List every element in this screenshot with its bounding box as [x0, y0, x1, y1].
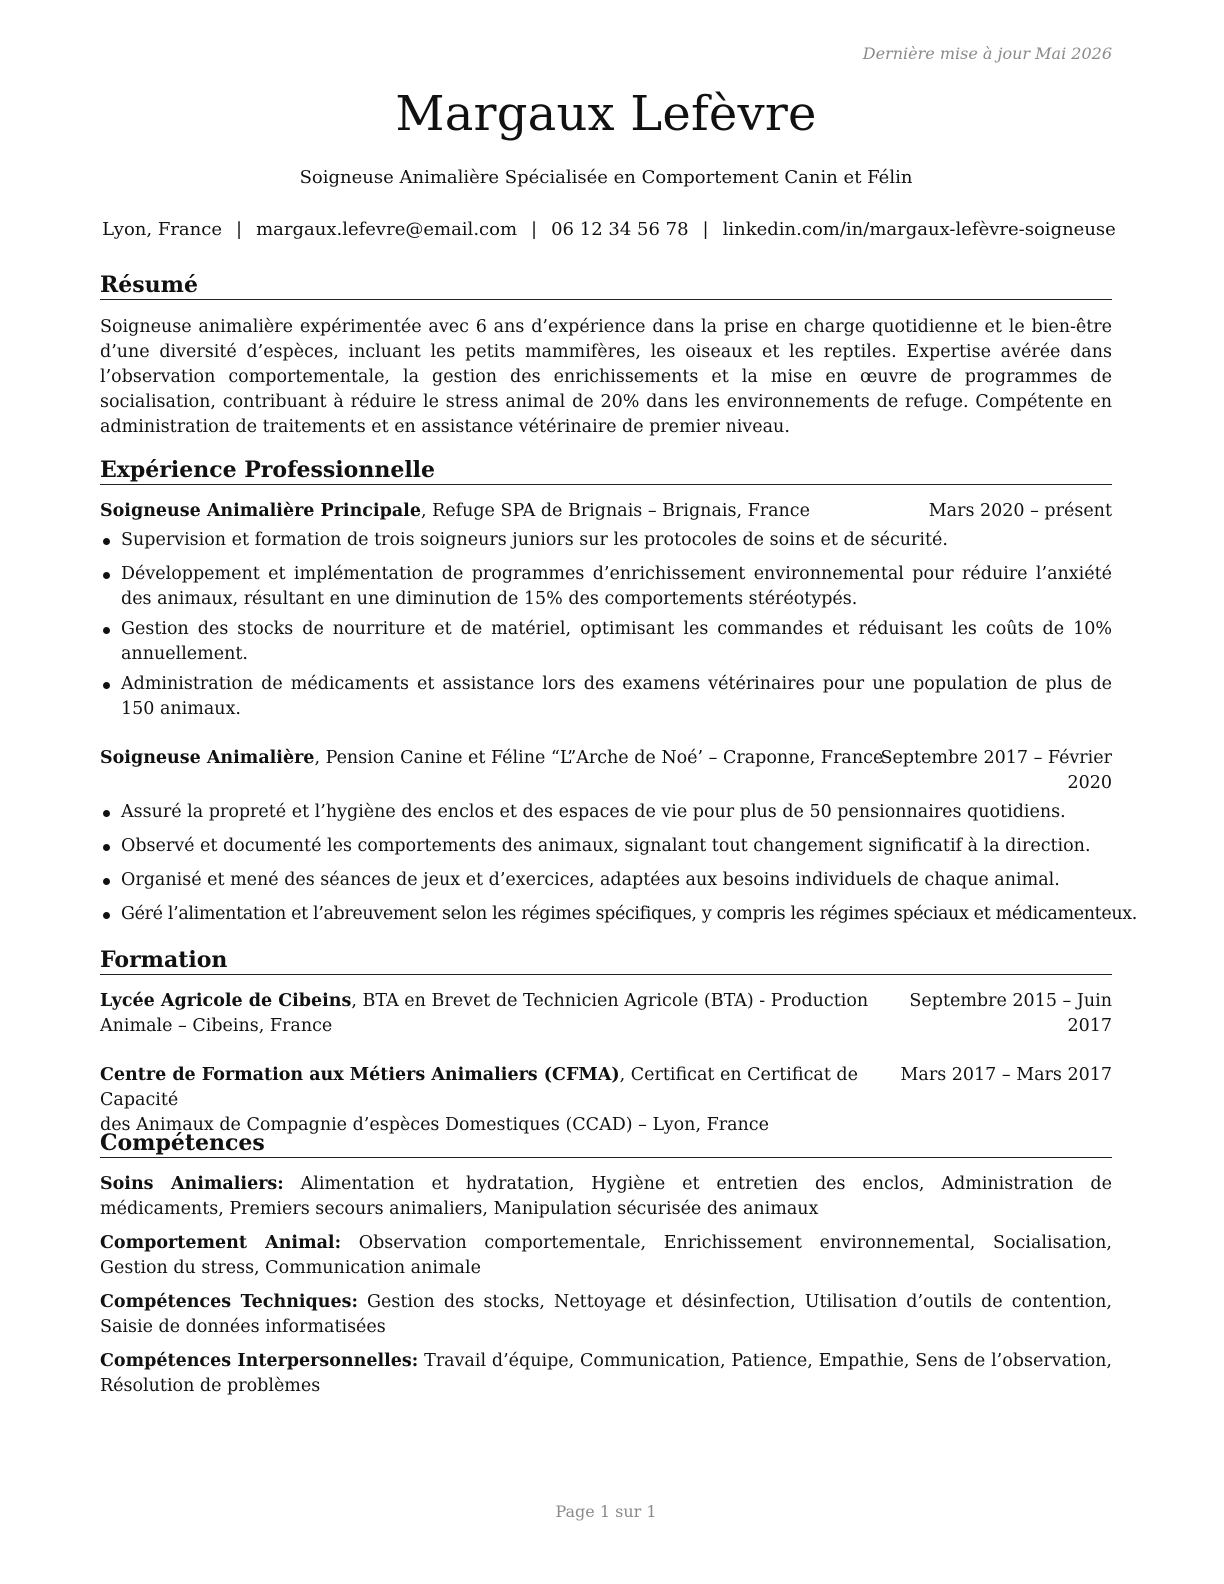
bullet-icon — [103, 810, 110, 817]
list-item — [100, 528, 1112, 553]
experience-bullets — [100, 800, 1137, 927]
job-role-title: Soigneuse Animalière — [100, 748, 315, 768]
degree-text: des Animaux de Compagnie d’espèces Domestiques (CCAD) – Lyon, France — [100, 1115, 769, 1135]
bullet-text: Gestion des stocks de nourriture et de matériel, optimisant les commandes et réduisant les coûts de 10% annuellement. — [121, 619, 1112, 664]
contact-phone: 06 12 34 56 78 — [551, 219, 689, 240]
skill-list: Gestion des stocks, Nettoyage et désinfection, Utilisation d’outils de contention, Saisie de données informatisées — [100, 1292, 1112, 1337]
page-number: Page 1 sur 1 — [555, 1502, 657, 1521]
list-item — [100, 672, 1112, 722]
last-updated: Dernière mise à jour Mai 2026 — [862, 44, 1112, 63]
bullet-text: Observé et documenté les comportements des animaux, signalant tout changement significatif à la direction. — [121, 836, 1091, 856]
education-dates-line: 2017 — [1067, 1016, 1112, 1036]
candidate-name: Margaux Lefèvre — [395, 86, 817, 142]
job-role-title: Soigneuse Animalière Principale — [100, 501, 421, 521]
degree-text: , Certificat en Certificat de Capacité — [100, 1065, 858, 1110]
job-organization: , Pension Canine et Féline “L”Arche de Noé’ – Craponne, France — [314, 748, 884, 768]
degree-text: , BTA en Brevet de Technicien Agricole (BTA) - Production — [351, 991, 869, 1011]
list-item — [100, 617, 1112, 667]
list-item — [100, 800, 1112, 825]
experience-role — [100, 746, 883, 771]
degree-text: Animale – Cibeins, France — [100, 1016, 333, 1036]
bullet-icon — [103, 844, 110, 851]
job-dates — [880, 746, 1112, 796]
education-dates-line: Septembre 2015 – Juin — [909, 991, 1112, 1011]
bullet-icon — [103, 627, 110, 634]
bullet-text: Administration de médicaments et assistance lors des examens vétérinaires pour une population de plus de 150 animaux. — [121, 674, 1112, 719]
bullet-text: Organisé et mené des séances de jeux et d’exercices, adaptées aux besoins individuels de chaque animal. — [121, 870, 1060, 890]
list-item — [100, 868, 1112, 893]
job-dates-line: 2020 — [1067, 773, 1112, 793]
contact-line — [90, 219, 1128, 240]
education-description — [100, 1063, 890, 1138]
school-name: Lycée Agricole de Cibeins — [100, 991, 352, 1011]
bullet-text: Supervision et formation de trois soigneurs juniors sur les protocoles de soins et de sécurité. — [121, 530, 948, 550]
contact-location: Lyon, France — [102, 219, 222, 240]
skill-row — [100, 1172, 1112, 1222]
contact-separator: | — [531, 219, 538, 240]
bullet-text: Assuré la propreté et l’hygiène des enclos et des espaces de vie pour plus de 50 pensionnaires quotidiens. — [121, 802, 1066, 822]
resume-page — [100, 0, 1137, 1584]
skill-row — [100, 1290, 1112, 1340]
bullet-text: Développement et implémentation de programmes d’enrichissement environnemental pour réduire l’anxiété des animaux, résultant en une diminution de 15% des comportements stéréotypés. — [121, 564, 1112, 609]
job-organization: , Refuge SPA de Brignais – Brignais, France — [420, 501, 810, 521]
section-title-experience: Expérience Professionnelle — [100, 457, 1112, 485]
bullet-icon — [103, 878, 110, 885]
bullet-icon — [103, 912, 110, 919]
section-title-education: Formation — [100, 947, 1112, 975]
list-item — [100, 834, 1112, 859]
skill-list: Travail d’équipe, Communication, Patience, Empathie, Sens de l’observation, Résolution de problèmes — [100, 1351, 1112, 1396]
job-dates: Mars 2020 – présent — [928, 501, 1112, 521]
section-title-skills: Compétences — [100, 1130, 1112, 1158]
contact-email[interactable]: margaux.lefevre@email.com — [256, 219, 518, 240]
skill-row — [100, 1231, 1112, 1281]
list-item — [100, 902, 1137, 927]
bullet-icon — [103, 538, 110, 545]
education-description — [100, 989, 880, 1039]
skill-list: Alimentation et hydratation, Hygiène et entretien des enclos, Administration de médicaments, Premiers secours animaliers, Manipulation sécurisée des animaux — [100, 1174, 1112, 1219]
skill-row — [100, 1349, 1112, 1399]
contact-separator: | — [236, 219, 243, 240]
education-dates: Mars 2017 – Mars 2017 — [900, 1065, 1112, 1085]
skill-list: Observation comportementale, Enrichissement environnemental, Socialisation, Gestion du stress, Communication animale — [100, 1233, 1112, 1278]
skill-category: Soins Animaliers: — [100, 1174, 284, 1194]
section-title-summary: Résumé — [100, 272, 1112, 300]
education-dates — [909, 989, 1112, 1039]
bullet-text: Géré l’alimentation et l’abreuvement selon les régimes spécifiques, y compris les régimes spéciaux et médicamenteux. — [121, 904, 1137, 924]
job-dates-line: Septembre 2017 – Février — [880, 748, 1112, 768]
contact-separator: | — [702, 219, 709, 240]
bullet-icon — [103, 572, 110, 579]
summary-paragraph: Soigneuse animalière expérimentée avec 6 ans d’expérience dans la prise en charge quotidienne et le bien-être d’une diversité d’espèces, incluant les petits mammifères, les oiseaux et les reptiles. Expertise avérée dans l’observation comportementale, la gestion des enrichissements et la mise en œuvre de programmes de socialisation, contribuant à réduire le stress animal de 20% dans les environnements de refuge. Compétente en administration de traitements et en assistance vétérinaire de premier niveau. — [100, 317, 1112, 437]
bullet-icon — [103, 682, 110, 689]
experience-bullets — [100, 528, 1112, 722]
skill-category: Comportement Animal: — [100, 1233, 342, 1253]
job-title: Soigneuse Animalière Spécialisée en Comportement Canin et Félin — [299, 167, 913, 188]
contact-linkedin[interactable]: linkedin.com/in/margaux-lefèvre-soigneuse — [722, 219, 1116, 240]
school-name: Centre de Formation aux Métiers Animaliers (CFMA) — [100, 1065, 620, 1085]
skill-category: Compétences Techniques: — [100, 1292, 358, 1312]
experience-role — [100, 499, 810, 524]
list-item — [100, 562, 1112, 612]
skill-category: Compétences Interpersonnelles: — [100, 1351, 419, 1371]
